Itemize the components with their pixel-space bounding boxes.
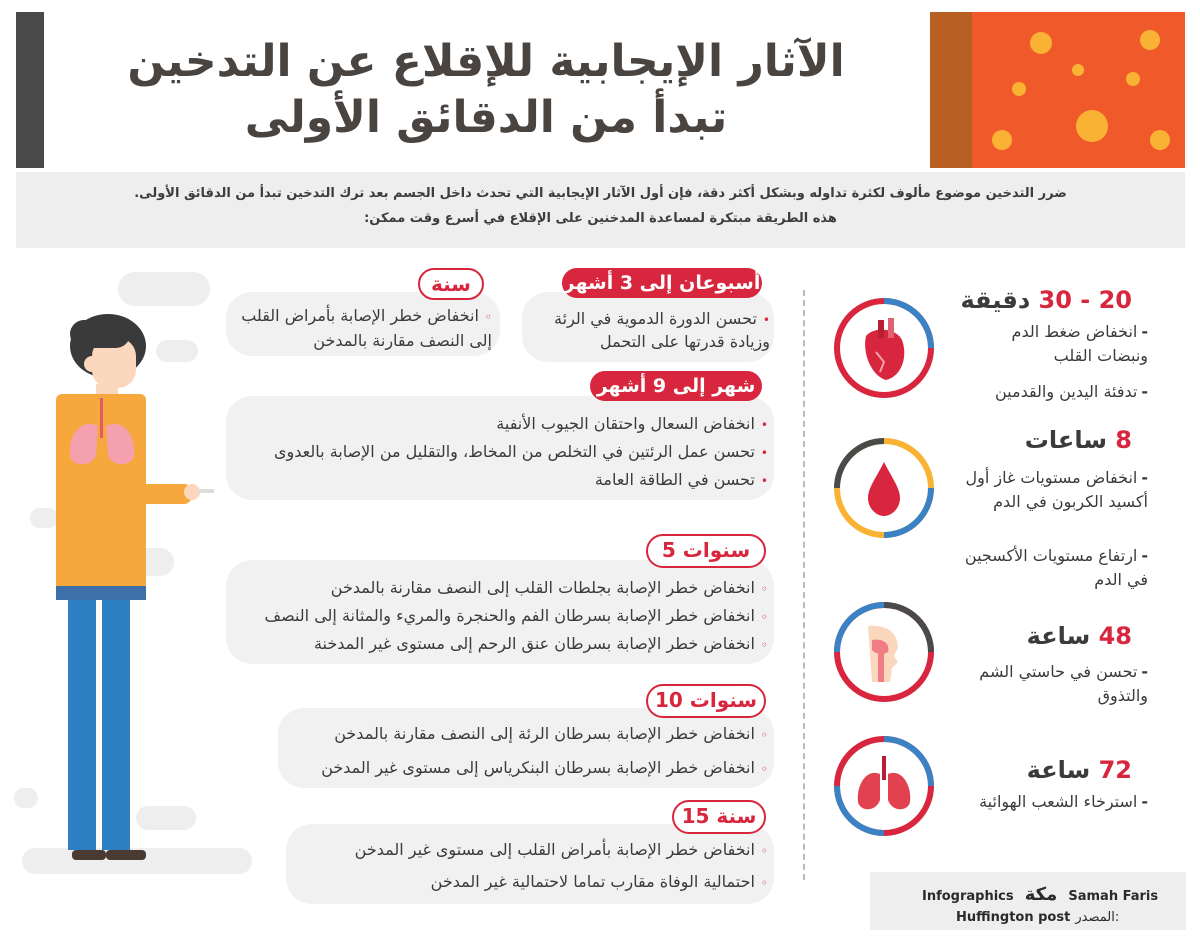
item-20-30-2: -تدفئة اليدين والقدمين [994, 382, 1148, 401]
column-divider [803, 290, 805, 880]
footer-logo: مكة [1024, 884, 1058, 905]
item-months-2: •تحسن عمل الرئتين في التخلص من المخاط، والتقليل من الإصابة بالعدوى [274, 442, 768, 461]
item-fifteen-1: ◦انخفاض خطر الإصابة بأمراض القلب إلى مستوى غير المدخن [354, 840, 768, 859]
background-cloud [118, 272, 210, 306]
time-20-30-min: 20 - 30 دقيقة [960, 286, 1132, 314]
blood-drop-icon [832, 436, 936, 540]
item-months-1: •انخفاض السعال واحتقان الجيوب الأنفية [496, 414, 768, 433]
time-72-hours: 72 ساعة [1026, 756, 1132, 784]
item-fifteen-2: ◦احتمالية الوفاة مقارب تماما لاحتمالية غير المدخن [430, 872, 768, 891]
item-ten-2: ◦انخفاض خطر الإصابة بسرطان البنكرياس إلى مستوى غير المدخن [321, 758, 768, 777]
label-fifteen-years: 15 سنة [672, 800, 766, 834]
title-line-2: تبدأ من الدقائق الأولى [244, 92, 728, 143]
footer-source-label: المصدر: [1075, 910, 1120, 925]
item-five-1: ◦انخفاض خطر الإصابة بجلطات القلب إلى النصف مقارنة بالمدخن [330, 578, 768, 597]
header-accent-strip [930, 12, 972, 168]
page-title [44, 12, 928, 168]
item-8-1: -انخفاض مستويات غاز أول أكسيد الكربون في الدم [965, 468, 1148, 511]
label-months: شهر إلى 9 أشهر [590, 371, 762, 401]
label-five-years: 5 سنوات [646, 534, 766, 568]
footer-credits [870, 872, 1186, 930]
item-20-30-1: -انخفاض ضغط الدم ونبضات القلب [1011, 322, 1148, 365]
item-months-3: •تحسن في الطاقة العامة [594, 470, 768, 489]
item-ten-1: ◦انخفاض خطر الإصابة بسرطان الرئة إلى النصف مقارنة بالمدخن [334, 724, 768, 743]
item-48-1: -تحسن في حاستي الشم والتذوق [979, 662, 1148, 705]
footer-source: Huffington post [956, 910, 1071, 925]
title-line-1: الآثار الإيجابية للإقلاع عن التدخين [127, 36, 845, 87]
item-five-2: ◦انخفاض خطر الإصابة بسرطان الفم والحنجرة والمريء والمثانة إلى النصف [264, 606, 768, 625]
item-five-3: ◦انخفاض خطر الإصابة بسرطان عنق الرحم إلى مستوى غير المدخنة [313, 634, 768, 653]
footer-infographics: Infographics [922, 889, 1014, 904]
item-year-1: ◦انخفاض خطر الإصابة بأمراض القلب إلى النصف مقارنة بالمدخن [241, 306, 492, 350]
header-left-bar [16, 12, 44, 168]
heart-icon [832, 296, 936, 400]
card-fifteen-years [286, 824, 774, 904]
label-year: سنة [418, 268, 484, 300]
time-8-hours: 8 ساعات [1024, 426, 1132, 454]
intro-line-2: هذه الطريقة مبتكرة لمساعدة المدخنين على الإقلاع في أسرع وقت ممكن: [364, 211, 837, 226]
item-weeks-1: •تحسن الدورة الدموية في الرئة وزيادة قدرتها على التحمل [554, 309, 770, 351]
label-weeks: أسبوعان إلى 3 أشهر [562, 268, 762, 298]
intro-box [16, 172, 1185, 248]
footer-author: Samah Faris [1068, 889, 1159, 904]
nose-mouth-icon [832, 600, 936, 704]
background-cloud [14, 788, 38, 808]
item-72-1: -استرخاء الشعب الهوائية [979, 792, 1148, 811]
lungs-icon [832, 734, 936, 838]
smoker-figure [40, 306, 230, 866]
intro-line-1: ضرر التدخين موضوع مألوف لكثرة تداوله وبشكل أكثر دقة، فإن أول الآثار الإيجابية التي تحدث داخل الجسم بعد ترك التدخين تبدأ من الدقائق الأولى. [134, 186, 1067, 201]
item-8-2: -ارتفاع مستويات الأكسجين في الدم [964, 546, 1148, 589]
time-48-hours: 48 ساعة [1026, 622, 1132, 650]
label-ten-years: 10 سنوات [646, 684, 766, 718]
